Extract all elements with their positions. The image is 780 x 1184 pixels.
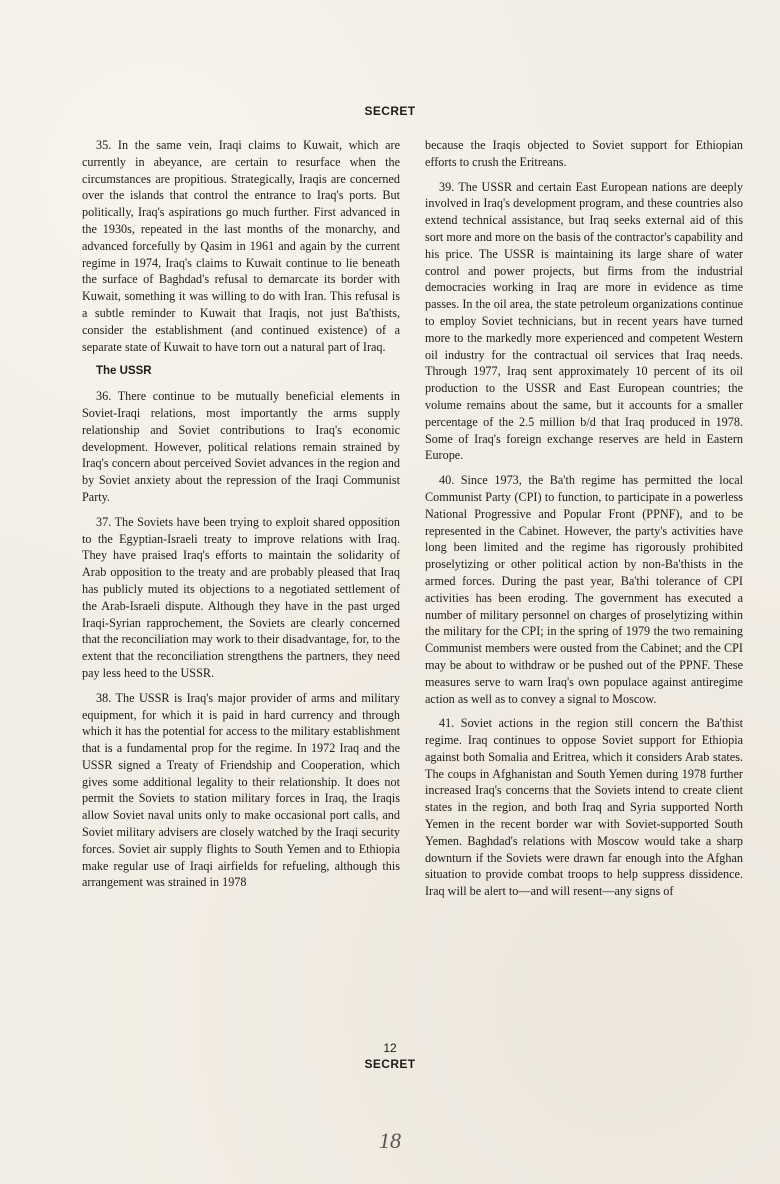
paragraph-35: 35. In the same vein, Iraqi claims to Kuwait, which are currently in abeyance, are certain to resurface when the circumstances are propitious. Strategically, Iraqis are concerned over the islands that control the entrance to Iraq's ports. But politically, Iraq's aspirations go much further. First advanced in the 1930s, repeated in the last months of the monarchy, and advanced forcefully by Qasim in 1961 and again by the current regime in 1974, Iraq's claims to Kuwait continue to lie beneath the surface of Baghdad's refusal to demarcate its border with Kuwait, something it was willing to do with Iran. This refusal is a subtle reminder to Kuwait that Iraqis, not just Ba'thists, consider the establishment (and continued existence) of a separate state of Kuwait to have torn out a natural part of Iraq. (82, 138, 400, 354)
header-classification: SECRET (364, 104, 416, 118)
left-column (82, 137, 400, 899)
paragraph-38-continuation: because the Iraqis objected to Soviet support for Ethiopian efforts to crush the Eritreans. (425, 138, 743, 169)
paragraph-37: 37. The Soviets have been trying to exploit shared opposition to the Egyptian-Israeli treaty to improve relations with Iraq. They have praised Iraq's efforts to maintain the solidarity of Arab opposition to the treaty and are probably pleased that Iraq has publicly muted its objections to a negotiated settlement of the Arab-Israeli dispute. Although they have in the past urged Iraqi-Syrian rapprochement, the Soviets are clearly concerned that the reconciliation may work to their disadvantage, for, to the extent that the reconciliation strengthens the partners, they need pay less heed to the USSR. (82, 514, 400, 680)
right-column (425, 137, 743, 908)
footer-classification: SECRET (364, 1057, 416, 1071)
footer-page-number: 12 (383, 1041, 397, 1055)
paragraph-41: 41. Soviet actions in the region still concern the Ba'thist regime. Iraq continues to oppose Soviet support for Ethiopia against both Somalia and Eritrea, which it considers Arab states. The coups in Afghanistan and South Yemen during 1978 further increased Iraq's concerns that the Soviets intend to create client states in the region, and both Iraq and Syria supported North Yemen in the recent border war with Soviet-supported South Yemen. Baghdad's relations with Moscow would take a sharp downturn if the Soviets were drawn far enough into the Afghan situation to provide combat troops to help suppress dissidence. Iraq will be alert to—and will resent—any signs of (425, 716, 743, 899)
paragraph-39: 39. The USSR and certain East European nations are deeply involved in Iraq's development program, and these countries also extend technical assistance, but Iraq seeks external aid of this sort more and more on the basis of the contractor's capability and his price. The USSR is maintaining its large share of water control and power projects, but firms from the industrial democracies working in Iraq are more in evidence as time passes. In the oil area, the state petroleum organizations continue to employ Soviet technicians, but in recent years have turned more to the markedly more experienced and competent Western oil industry for the contractual oil services that Iraq needs. Through 1977, Iraq sent approximately 10 percent of its oil production to the USSR and East European countries; the volume remains about the same, but it accounts for a smaller percentage of the 2.5 million b/d that Iraq produced in 1978. Some of Iraq's foreign exchange reserves are held in Eastern Europe. (425, 179, 743, 463)
section-heading-ussr: The USSR (96, 365, 152, 378)
paragraph-36: 36. There continue to be mutually beneficial elements in Soviet-Iraqi relations, most importantly the arms supply relationship and Soviet contributions to Iraq's economic development. However, political relations remain strained by Iraq's concern about perceived Soviet advances in the region and by Soviet anxiety about the repression of the Iraqi Communist Party. (82, 389, 400, 504)
paragraph-40: 40. Since 1973, the Ba'th regime has permitted the local Communist Party (CPI) to function, to participate in a powerless National Progressive and Popular Front (PPNF), and to be represented in the Cabinet. However, the party's activities have long been limited and the regime has rigorously prohibited proselytizing or other political action by non-Ba'thists in the armed forces. During the past year, Ba'thi tolerance of CPI activities has been eroding. The government has executed a number of military personnel on charges of proselytizing within the military for the CPI; in the spring of 1979 the two remaining Communist members were ousted from the Cabinet; and the CPI may be about to withdraw or be pushed out of the PPNF. These measures serve to warn Iraq's own populace against antiregime action as well as to convey a signal to Moscow. (425, 473, 743, 706)
paragraph-38: 38. The USSR is Iraq's major provider of arms and military equipment, for which it is paid in hard currency and through which it has the potential for access to the military establishment that is a fundamental prop for the regime. In 1972 Iraq and the USSR signed a Treaty of Friendship and Cooperation, which gives some additional legality to their relationship. It does not permit the Soviets to station military forces in Iraq, the Iraqis allow Soviet naval units only to make occasional port calls, and Soviet military advisers are closely watched by the Iraqi security forces. Soviet air supply flights to South Yemen and to Ethiopia make regular use of Iraqi airfields for refueling, although this arrangement was strained in 1978 (82, 690, 400, 890)
handwritten-page-number: 18 (379, 1128, 401, 1153)
